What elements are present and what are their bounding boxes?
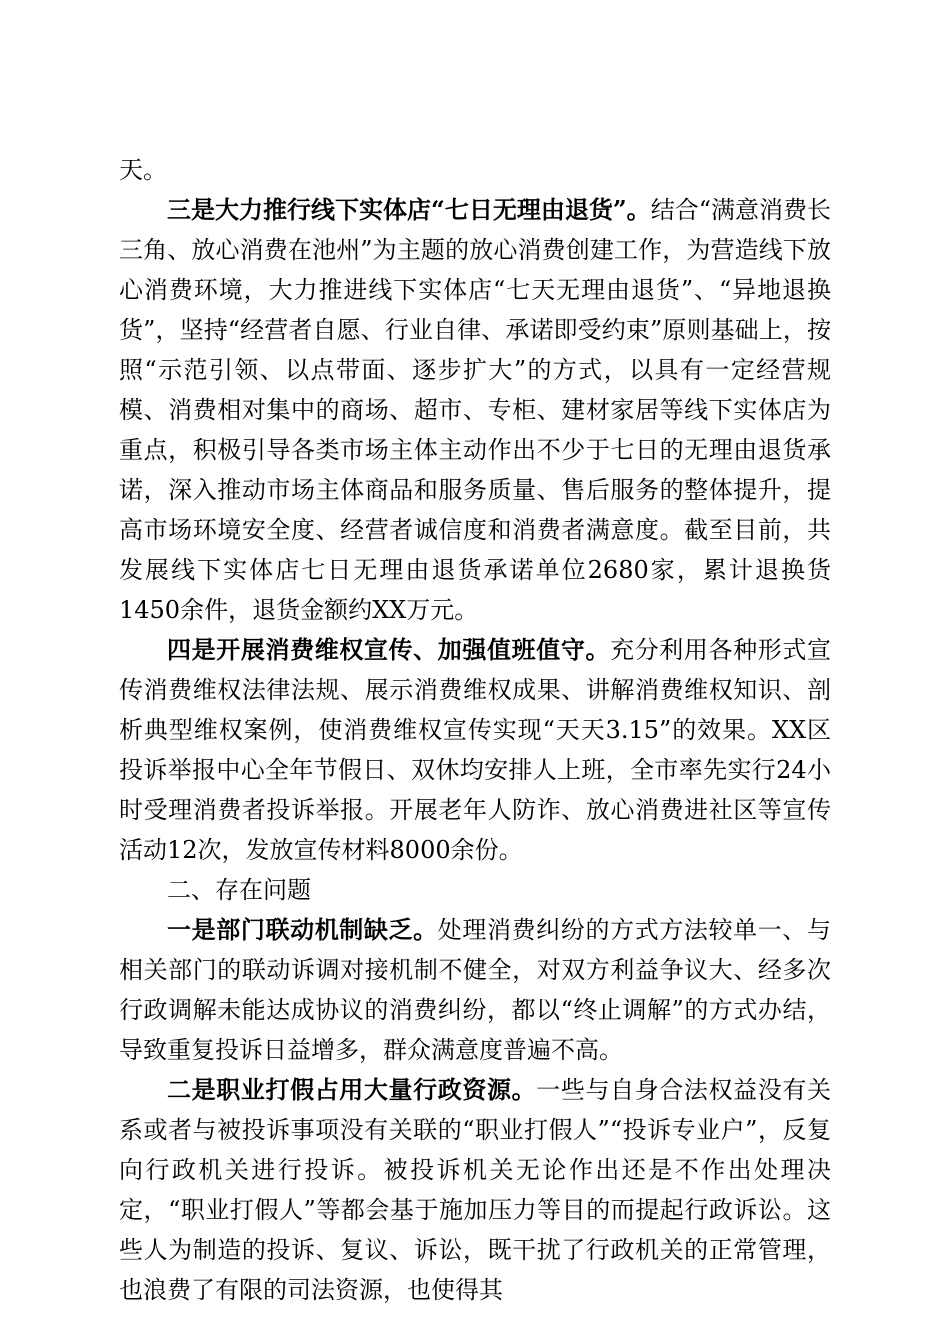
section-heading: 二、存在问题 xyxy=(167,876,311,904)
paragraph-text: 充分利用各种形式宣传消费维权法律法规、展示消费维权成果、讲解消费维权知识、剖析典型维权案例，使消费维权宣传实现“天天3.15”的效果。XX区投诉举报中心全年节假日、双休均安排人上班，全市率先实行24小时受理消费者投诉举报。开展老年人防诈、放心消费进社区等宣传活动12次，发放宣传材料8000余份。 xyxy=(119,636,832,864)
paragraph-text: 处理消费纠纷的方式方法较单一、与相关部门的联动诉调对接机制不健全，对双方利益争议大、经多次行政调解未能达成协议的消费纠纷，都以“终止调解”的方式办结，导致重复投诉日益增多，群众满意度普遍不高。 xyxy=(119,916,832,1064)
paragraph-lead: 四是开展消费维权宣传、加强值班值守。 xyxy=(167,635,611,664)
paragraph-text: 天。 xyxy=(119,156,167,184)
paragraph-text: 一些与自身合法权益没有关系或者与被投诉事项没有关联的“职业打假人”“投诉专业户”，反复向行政机关进行投诉。被投诉机关无论作出还是不作出处理决定，“职业打假人”等都会基于施加压力等目的而提起行政诉讼。这些人为制造的投诉、复议、诉讼，既干扰了行政机关的正常管理，也浪费了有限的司法资源，也使得其 xyxy=(119,1076,832,1304)
document-page xyxy=(119,150,831,1310)
paragraph-lead: 三是大力推行线下实体店“七日无理由退货”。 xyxy=(167,195,651,224)
paragraph-issue-linkage xyxy=(119,910,831,1070)
paragraph-text: 结合“满意消费长三角、放心消费在池州”为主题的放心消费创建工作，为营造线下放心消费环境，大力推进线下实体店“七天无理由退货”、“异地退换货”，坚持“经营者自愿、行业自律、承诺即受约束”原则基础上，按照“示范引领、以点带面、逐步扩大”的方式，以具有一定经营规模、消费相对集中的商场、超市、专柜、建材家居等线下实体店为重点，积极引导各类市场主体主动作出不少于七日的无理由退货承诺，深入推动市场主体商品和服务质量、售后服务的整体提升，提高市场环境安全度、经营者诚信度和消费者满意度。截至目前，共发展线下实体店七日无理由退货承诺单位2680家，累计退换货1450余件，退货金额约XX万元。 xyxy=(119,196,831,624)
paragraph-rights-publicity xyxy=(119,630,831,870)
paragraph-lead: 二是职业打假占用大量行政资源。 xyxy=(167,1075,537,1104)
paragraph-issue-professional-counterfeit xyxy=(119,1070,831,1310)
paragraph-lead: 一是部门联动机制缺乏。 xyxy=(167,915,438,944)
paragraph-continuation xyxy=(119,150,831,190)
paragraph-offline-return xyxy=(119,190,831,630)
